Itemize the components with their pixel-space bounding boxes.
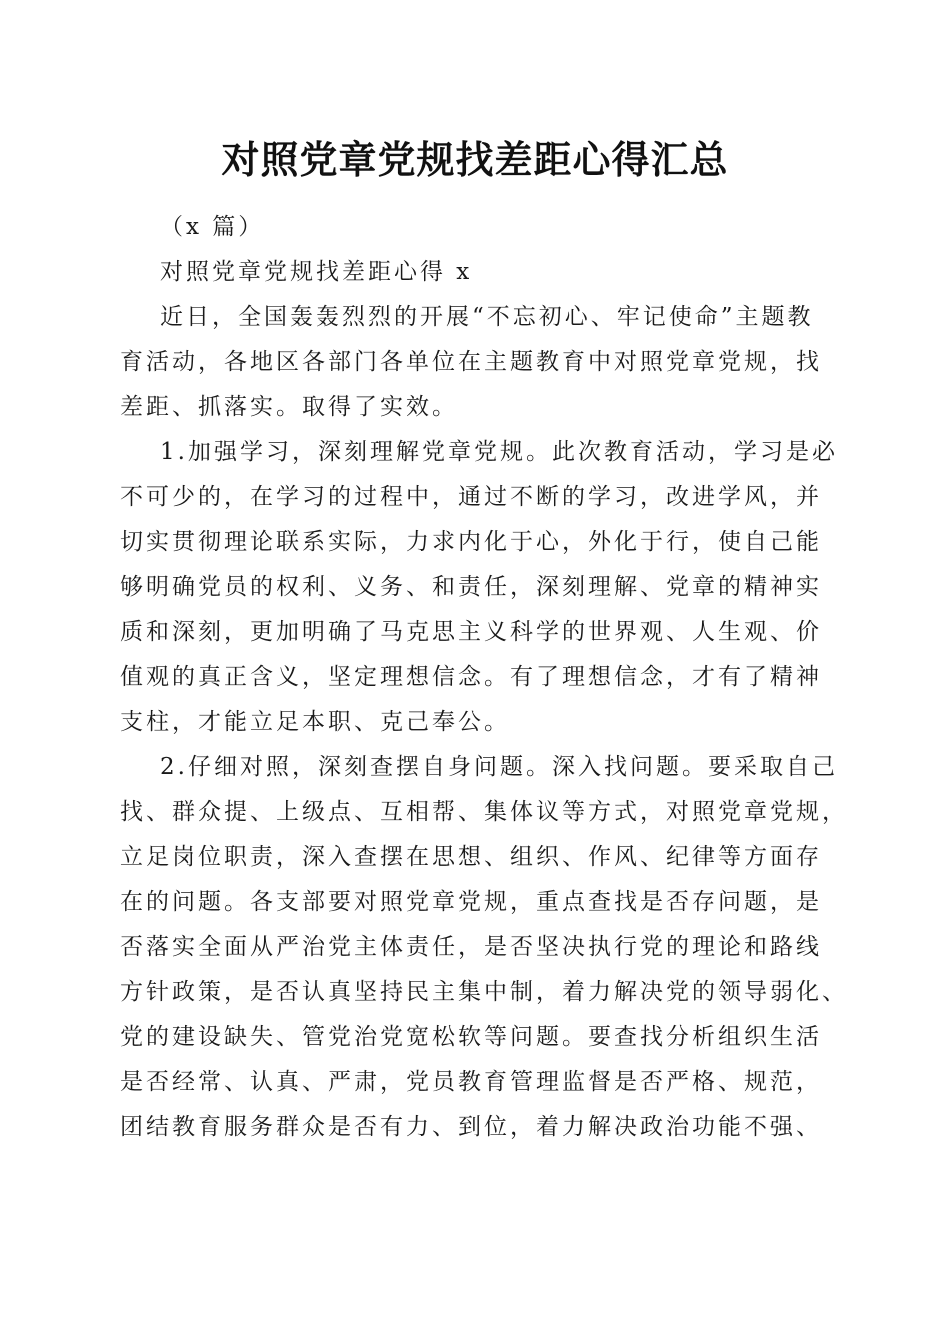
paragraph-2 [120, 430, 838, 745]
document-title: 对照党章党规找差距心得汇总 [221, 137, 729, 182]
paragraph-line: 团结教育服务群众是否有力、到位，着力解决政治功能不强、 [120, 1114, 822, 1140]
paragraph-line: 够明确党员的权利、义务、和责任，深刻理解、党章的精神实 [120, 574, 822, 600]
paragraph-line: 是否经常、认真、严肃，党员教育管理监督是否严格、规范， [120, 1069, 822, 1095]
paragraph-line: 否落实全面从严治党主体责任，是否坚决执行党的理论和路线 [120, 934, 822, 960]
document-body [120, 205, 848, 1150]
paragraph-line: 方针政策，是否认真坚持民主集中制，着力解决党的领导弱化、 [120, 979, 848, 1005]
paragraph-3 [120, 745, 848, 1150]
paragraph-line: 党的建设缺失、管党治党宽松软等问题。要查找分析组织生活 [120, 1024, 822, 1050]
paragraph-line: 差距、抓落实。取得了实效。 [120, 394, 458, 420]
paragraph-line: 立足岗位职责，深入查摆在思想、组织、作风、纪律等方面存 [120, 844, 822, 870]
paragraph-line: 2.仔细对照，深刻查摆自身问题。深入找问题。要采取自己 [160, 754, 838, 780]
section-marker: （x 篇） [160, 214, 265, 240]
paragraph-line: 质和深刻，更加明确了马克思主义科学的世界观、人生观、价 [120, 619, 822, 645]
paragraph-line: 育活动，各地区各部门各单位在主题教育中对照党章党规，找 [120, 349, 822, 375]
paragraph-line: 近日，全国轰轰烈烈的开展“不忘初心、牢记使命”主题教 [160, 304, 814, 330]
paragraph-line: 值观的真正含义，坚定理想信念。有了理想信念，才有了精神 [120, 664, 822, 690]
paragraph-line: 在的问题。各支部要对照党章党规，重点查找是否存问题，是 [120, 889, 822, 915]
paragraph-line: 找、群众提、上级点、互相帮、集体议等方式，对照党章党规， [120, 799, 848, 825]
paragraph-line: 支柱，才能立足本职、克己奉公。 [120, 709, 510, 735]
paragraph-1 [120, 295, 835, 430]
paragraph-line: 1.加强学习，深刻理解党章党规。此次教育活动，学习是必 [160, 439, 838, 465]
paragraph-line: 不可少的，在学习的过程中，通过不断的学习，改进学风，并 [120, 484, 822, 510]
document-subtitle: 对照党章党规找差距心得 x [160, 259, 473, 285]
paragraph-line: 切实贯彻理论联系实际，力求内化于心，外化于行，使自己能 [120, 529, 822, 555]
